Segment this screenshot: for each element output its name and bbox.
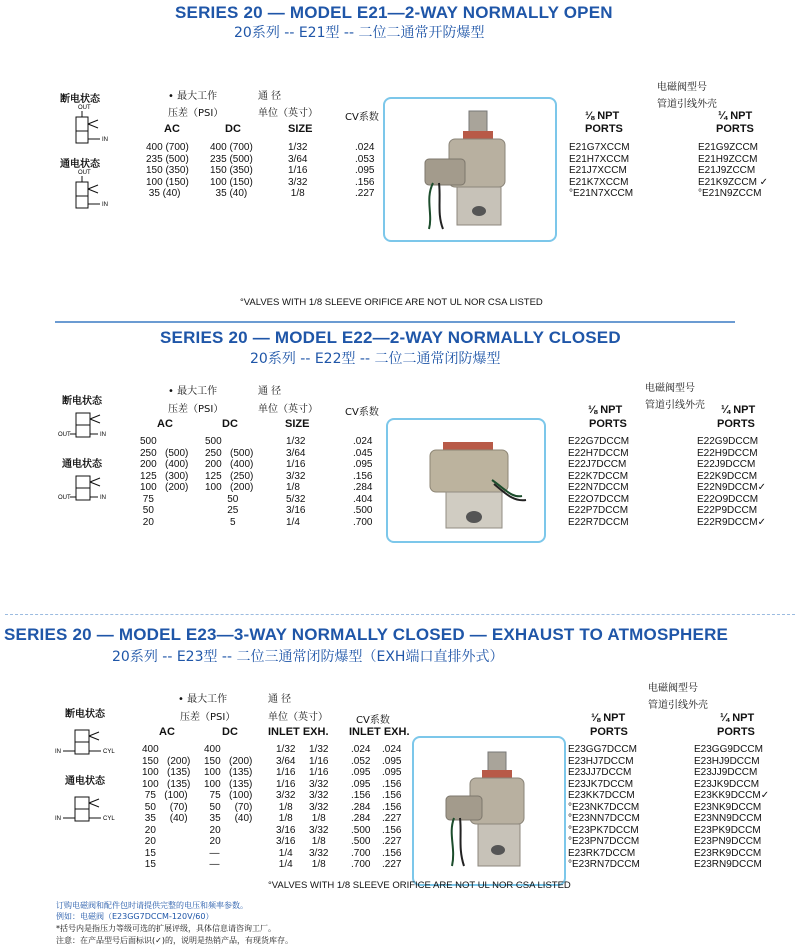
- e21-dc-header: DC: [225, 123, 241, 135]
- svg-text:CYL: CYL: [103, 749, 115, 755]
- e23-inlet-column: 1/32 3/64 1/16 1/16 3/32 1/8 1/8 3/16 3/16 1/4 1/4: [276, 744, 296, 870]
- e21-title: SERIES 20 — MODEL E21—2-WAY NORMALLY OPEN: [175, 3, 613, 22]
- e23-npt14-header: ¼ NPT: [720, 712, 755, 724]
- e23-unit-label: 单位（英寸）: [268, 712, 328, 723]
- e22-npt18-models: E22G7DCCM E22H7DCCM E22J7DCCM E22K7DCCM E22N7DCCM E22O7DCCM E22P7DCCM E22R7DCCM: [568, 436, 630, 528]
- e21-pressure-label: 压差（PSI）: [168, 108, 224, 119]
- e22-dc-column: 500 250 (500) 200 (400) 125 (250) 100 (200) 50 25 5: [205, 436, 254, 528]
- ordering-note-2: 例如：电磁阀（E23GG7DCCM-120V/60）: [56, 912, 214, 921]
- e21-valve-photo: [383, 97, 557, 242]
- e21-symbol-on: [68, 168, 138, 213]
- e21-cv-label: CV系数: [345, 112, 379, 123]
- e22-dc-header: DC: [222, 418, 238, 430]
- e23-subtitle: 20系列 -- E23型 -- 二位三通常闭防爆型（EXH端口直排外式）: [112, 649, 504, 665]
- svg-text:IN: IN: [55, 816, 61, 822]
- e23-on-state-label: 通电状态: [65, 776, 105, 787]
- svg-text:IN: IN: [102, 202, 108, 208]
- svg-text:OUT: OUT: [78, 170, 91, 176]
- e23-cv-inlet-column: .024 .052 .095 .095 .156 .284 .284 .500 .500 .700 .700: [351, 744, 371, 870]
- e23-npt18-header: ⅛ NPT: [591, 712, 626, 724]
- e22-bore-label: 通 径: [258, 386, 282, 397]
- svg-text:IN: IN: [100, 495, 106, 501]
- e21-valve-model-label: 电磁阀型号: [657, 82, 707, 93]
- e22-size-header: SIZE: [285, 418, 310, 430]
- e22-pressure-label: 压差（PSI）: [168, 404, 224, 415]
- e23-npt18-models: E23GG7DCCM E23HJ7DCCM E23JJ7DCCM E23JK7DCCM E23KK7DCCM °E23NK7DCCM °E23NN7DCCM °E23PK7DCCM °E23PN7DCCM E23RK7DCCM °E23RN7DCCM: [568, 744, 640, 870]
- e23-bore-label: 通 径: [268, 694, 292, 705]
- e22-ports18-header: PORTS: [589, 418, 627, 430]
- e22-npt14-models: E22G9DCCM E22H9DCCM E22J9DCCM E22K9DCCM E22N9DCCM✓ E22O9DCCM E22P9DCCM E22R9DCCM✓: [697, 436, 766, 528]
- e23-exh-column: 1/32 1/16 1/16 3/32 3/32 3/32 1/8 3/32 1/8 3/32 1/8: [309, 744, 329, 870]
- e21-npt18-header: ⅛ NPT: [585, 110, 620, 122]
- e23-title: SERIES 20 — MODEL E23—3-WAY NORMALLY CLOSED — EXHAUST TO ATMOSPHERE: [4, 625, 729, 644]
- e22-pipe-lead-label: 管道引线外壳: [645, 400, 705, 411]
- e22-size-column: 1/32 3/64 1/16 3/32 1/8 5/32 3/16 1/4: [286, 436, 306, 528]
- e22-symbol-on: [56, 468, 126, 508]
- e23-off-state-label: 断电状态: [65, 709, 105, 720]
- e21-npt18-models: E21G7XCCM E21H7XCCM E21J7XCCM E21K7XCCM °E21N7XCCM: [569, 142, 634, 199]
- e21-off-state-label: 断电状态: [60, 94, 100, 105]
- e22-ac-column: 500 250 (500) 200 (400) 125 (300) 100 (200) 75 50 20: [140, 436, 189, 528]
- e23-ac-column: 400 150 (200) 100 (135) 100 (135) 75 (100) 50 (70) 35 (40) 20 20 15 15: [142, 744, 191, 870]
- ordering-note-3: *括号内是指压力等级可选的扩展评级，具体信息请咨询工厂。: [56, 924, 276, 933]
- e21-bore-label: 通 径: [258, 91, 282, 102]
- e22-unit-label: 单位（英寸）: [258, 404, 318, 415]
- e22-title: SERIES 20 — MODEL E22—2-WAY NORMALLY CLOSED: [160, 328, 621, 347]
- e22-ports14-header: PORTS: [717, 418, 755, 430]
- ordering-note-1: 订购电磁阀和配件包时请提供完整的电压和频率参数。: [56, 901, 248, 910]
- e23-orifice-note: °VALVES WITH 1/8 SLEEVE ORIFICE ARE NOT UL NOR CSA LISTED: [268, 880, 571, 891]
- e22-symbol-off: [56, 405, 126, 445]
- e22-valve-model-label: 电磁阀型号: [645, 383, 695, 394]
- e22-on-state-label: 通电状态: [62, 459, 102, 470]
- e23-pressure-label: 压差（PSI）: [180, 712, 236, 723]
- e21-npt14-models: E21G9ZCCM E21H9ZCCM E21J9ZCCM E21K9ZCCM ✓ °E21N9ZCCM: [698, 142, 769, 199]
- e23-cv-inlet-exh-header: INLET EXH.: [349, 726, 410, 738]
- e22-cv-column: .024 .045 .095 .156 .284 .404 .500 .700: [353, 436, 373, 528]
- e21-divider: [55, 321, 735, 323]
- e23-ports14-header: PORTS: [717, 726, 755, 738]
- e23-cv-exh-column: .024 .095 .095 .156 .156 .156 .227 .156 .227 .156 .227: [382, 744, 402, 870]
- e22-valve-photo: [386, 418, 546, 543]
- e21-on-state-label: 通电状态: [60, 159, 100, 170]
- e22-npt14-header: ¼ NPT: [721, 404, 756, 416]
- e21-subtitle: 20系列 -- E21型 -- 二位二通常开防爆型: [234, 25, 485, 41]
- e23-valve-model-label: 电磁阀型号: [648, 683, 698, 694]
- e23-valve-photo: [412, 736, 566, 886]
- svg-text:CYL: CYL: [103, 816, 115, 822]
- svg-text:OUT: OUT: [78, 105, 91, 111]
- e21-npt14-header: ¼ NPT: [718, 110, 753, 122]
- svg-text:OUT: OUT: [58, 495, 71, 501]
- svg-text:IN: IN: [55, 749, 61, 755]
- e23-symbol-on: [55, 787, 135, 827]
- e21-symbol-off: [68, 103, 138, 148]
- e21-orifice-note: °VALVES WITH 1/8 SLEEVE ORIFICE ARE NOT UL NOR CSA LISTED: [240, 297, 543, 308]
- e22-divider: [5, 614, 795, 615]
- e23-ac-header: AC: [159, 726, 175, 738]
- e22-subtitle: 20系列 -- E22型 -- 二位二通常闭防爆型: [250, 351, 501, 367]
- e23-npt14-models: E23GG9DCCM E23HJ9DCCM E23JJ9DCCM E23JK9DCCM E23KK9DCCM✓ E23NK9DCCM E23NN9DCCM E23PK9DCCM E23PN9DCCM E23RK9DCCM E23RN9DCCM: [694, 744, 770, 870]
- e23-dc-column: 400 150 (200) 100 (135) 100 (135) 75 (100) 50 (70) 35 (40) 20 20 — —: [204, 744, 253, 870]
- svg-text:IN: IN: [102, 137, 108, 143]
- svg-text:IN: IN: [100, 432, 106, 438]
- e22-max-work-label: • 最大工作: [168, 386, 218, 397]
- e21-ports14-header: PORTS: [716, 123, 754, 135]
- ordering-note-4: 注意：在产品型号后面标识(✓)的，说明是热销产品，有现货库存。: [56, 936, 293, 945]
- e22-cv-label: CV系数: [345, 407, 379, 418]
- svg-text:OUT: OUT: [58, 432, 71, 438]
- e22-ac-header: AC: [157, 418, 173, 430]
- e23-symbol-off: [55, 720, 135, 760]
- e22-off-state-label: 断电状态: [62, 396, 102, 407]
- e22-npt18-header: ⅛ NPT: [588, 404, 623, 416]
- e21-cv-column: .024 .053 .095 .156 .227: [355, 142, 375, 199]
- e23-cv-label: CV系数: [356, 715, 390, 726]
- e21-size-column: 1/32 3/64 1/16 3/32 1/8: [288, 142, 308, 199]
- e23-max-work-label: • 最大工作: [178, 694, 228, 705]
- e21-pipe-lead-label: 管道引线外壳: [657, 99, 717, 110]
- e21-ac-header: AC: [164, 123, 180, 135]
- e21-ports18-header: PORTS: [585, 123, 623, 135]
- e23-pipe-lead-label: 管道引线外壳: [648, 700, 708, 711]
- e23-dc-header: DC: [222, 726, 238, 738]
- e23-inlet-exh-header: INLET EXH.: [268, 726, 329, 738]
- e21-ac-column: 400 (700) 235 (500) 150 (350) 100 (150) 35 (40): [146, 142, 189, 199]
- e21-unit-label: 单位（英寸）: [258, 108, 318, 119]
- e23-ports18-header: PORTS: [590, 726, 628, 738]
- e21-dc-column: 400 (700) 235 (500) 150 (350) 100 (150) 35 (40): [210, 142, 253, 199]
- e21-size-header: SIZE: [288, 123, 313, 135]
- e21-max-work-label: • 最大工作: [168, 91, 218, 102]
